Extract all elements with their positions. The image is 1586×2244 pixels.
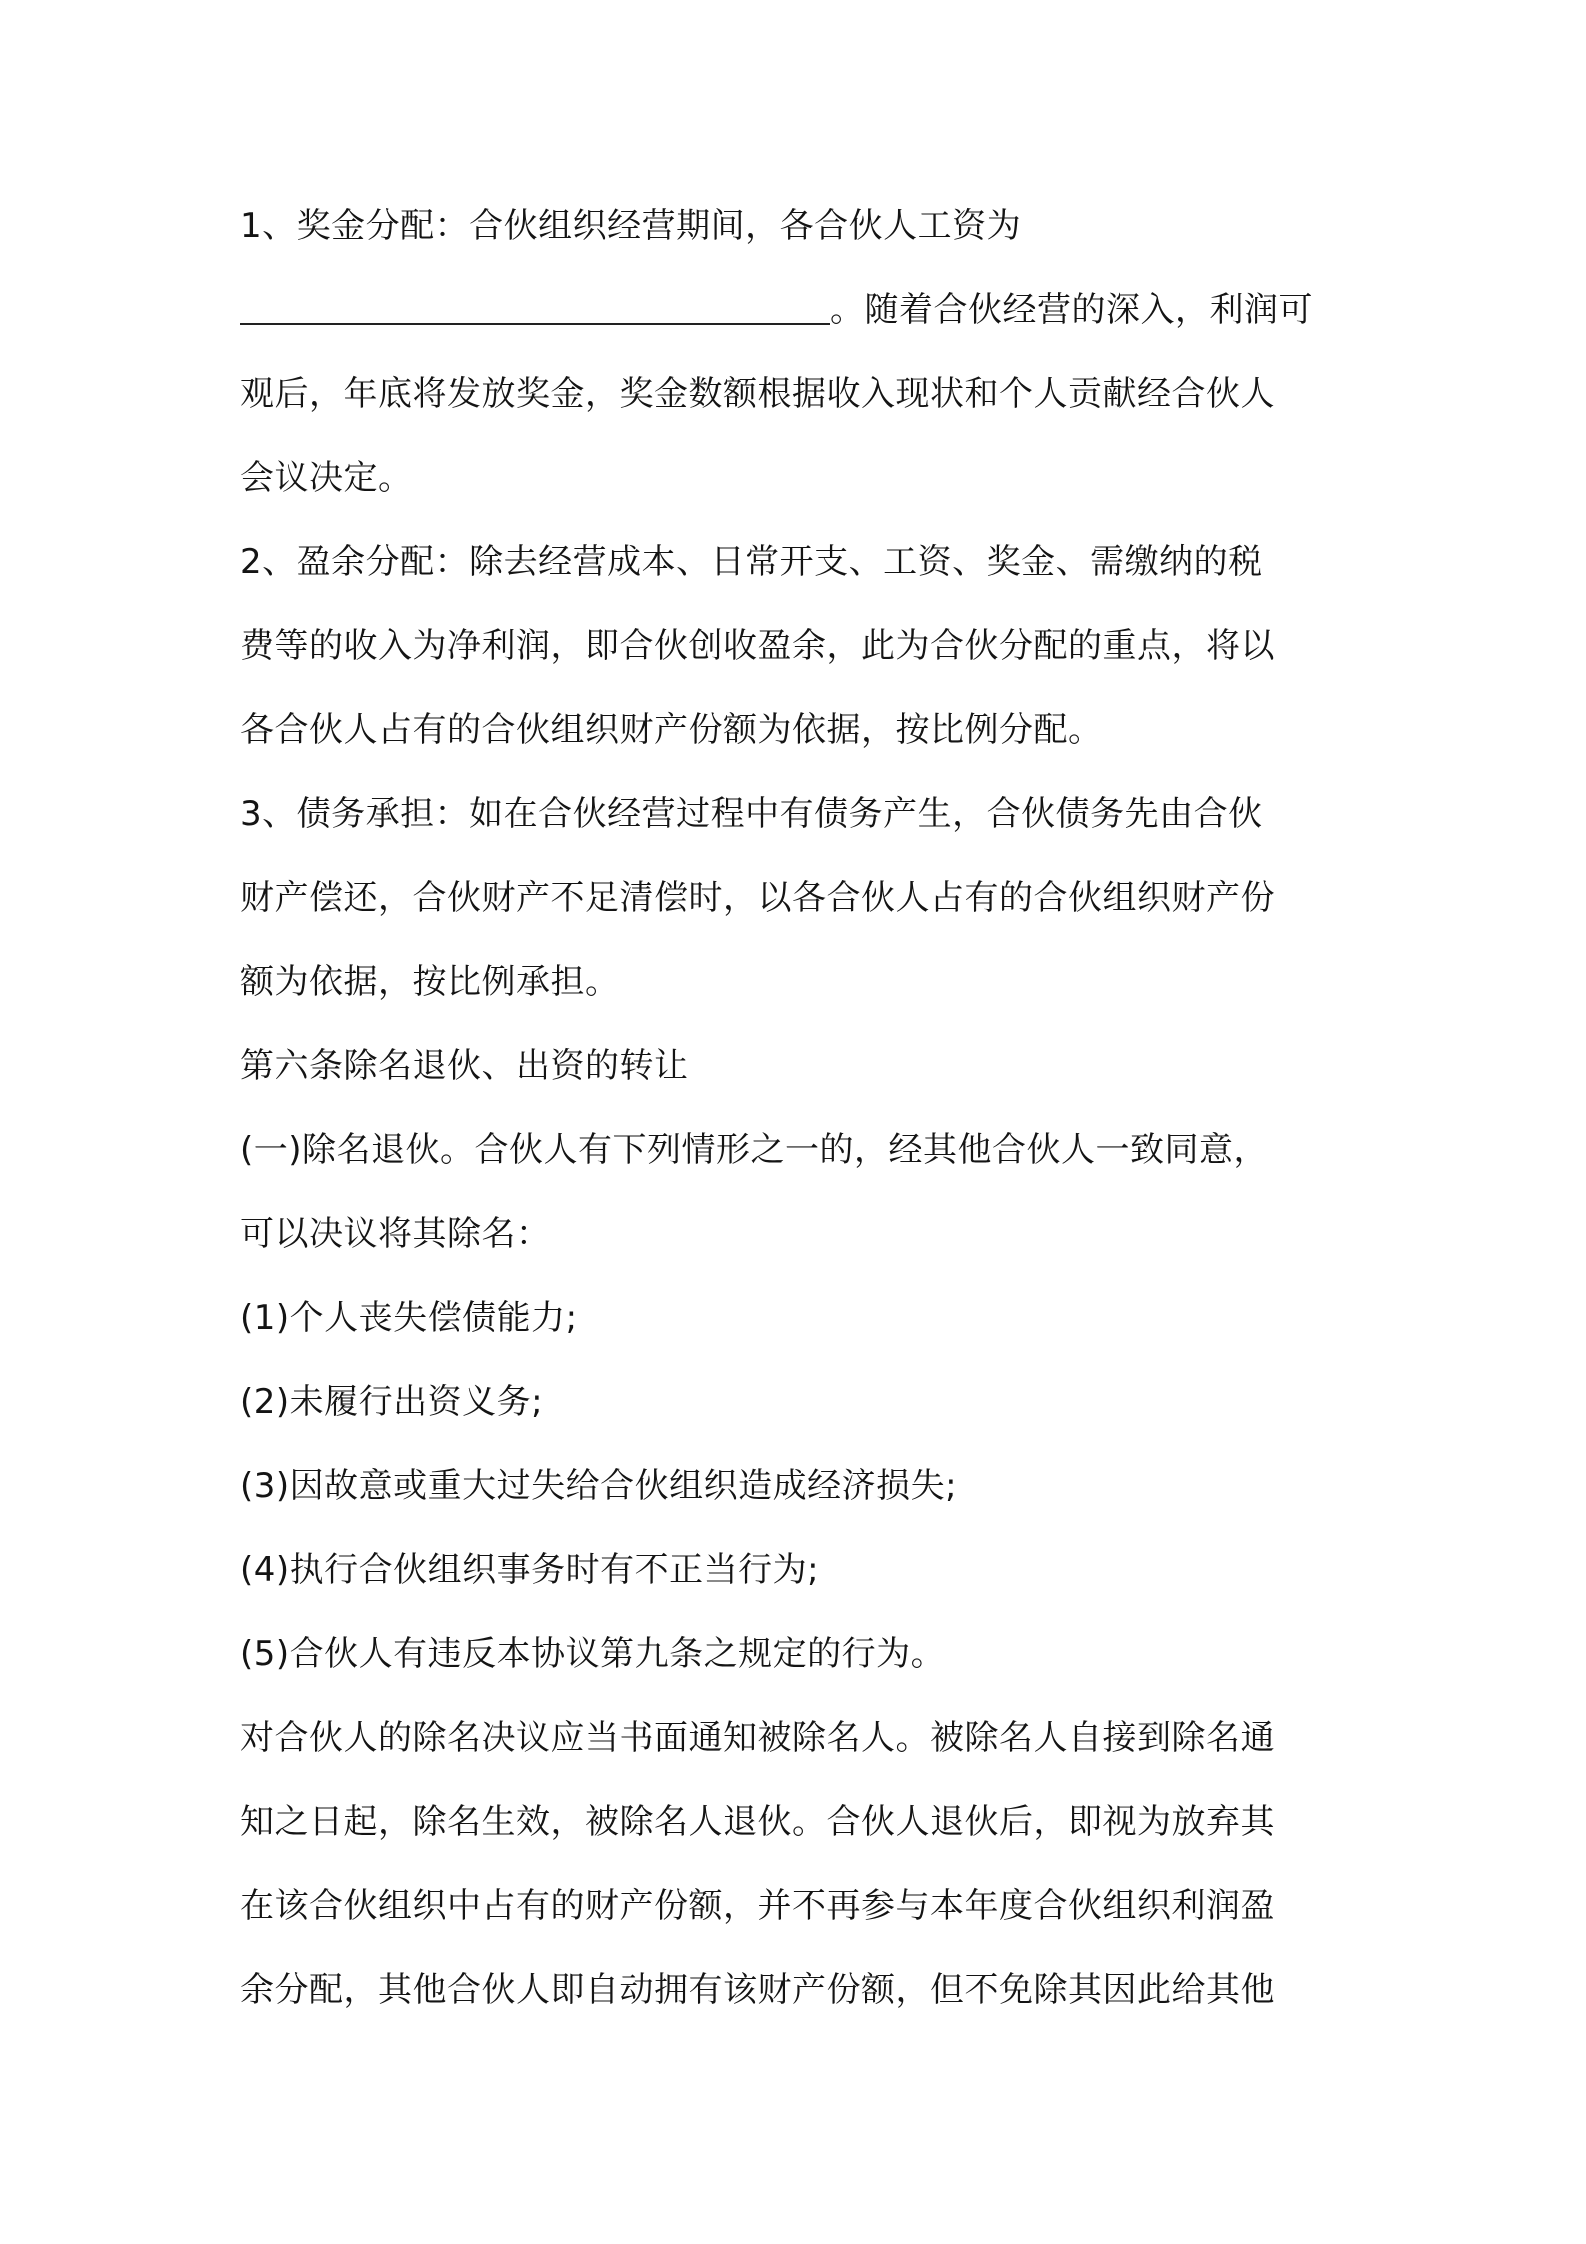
text-line: 会议决定。 (240, 458, 413, 498)
list-item: (2)未履行出资义务; (240, 1382, 544, 1422)
text-line: 观后，年底将发放奖金，奖金数额根据收入现状和个人贡献经合伙人 (240, 374, 1275, 414)
list-item: (4)执行合伙组织事务时有不正当行为; (240, 1550, 820, 1590)
section-heading: 第六条除名退伙、出资的转让 (240, 1046, 689, 1086)
text-line: 余分配，其他合伙人即自动拥有该财产份额，但不免除其因此给其他 (240, 1970, 1275, 2010)
text-line: 对合伙人的除名决议应当书面通知被除名人。被除名人自接到除名通 (240, 1718, 1275, 1758)
text-line: 费等的收入为净利润，即合伙创收盈余，此为合伙分配的重点，将以 (240, 626, 1275, 666)
list-item: (3)因故意或重大过失给合伙组织造成经济损失; (240, 1466, 958, 1506)
text-line: 知之日起，除名生效，被除名人退伙。合伙人退伙后，即视为放弃其 (240, 1802, 1275, 1842)
list-item: (1)个人丧失偿债能力; (240, 1298, 578, 1338)
text-line: 2、盈余分配：除去经营成本、日常开支、工资、奖金、需缴纳的税 (240, 542, 1263, 582)
text-line: (一)除名退伙。合伙人有下列情形之一的，经其他合伙人一致同意， (240, 1130, 1269, 1170)
text-line-with-blank (240, 280, 1360, 340)
text-line: 1、奖金分配：合伙组织经营期间，各合伙人工资为 (240, 206, 1022, 246)
list-item: (5)合伙人有违反本协议第九条之规定的行为。 (240, 1634, 946, 1674)
text-line: 在该合伙组织中占有的财产份额，并不再参与本年度合伙组织利润盈 (240, 1886, 1275, 1926)
text-line: 可以决议将其除名： (240, 1214, 551, 1254)
text-segment: 。随着合伙经营的深入，利润可 (830, 290, 1313, 330)
text-line: 各合伙人占有的合伙组织财产份额为依据，按比例分配。 (240, 710, 1103, 750)
text-line: 3、债务承担：如在合伙经营过程中有债务产生，合伙债务先由合伙 (240, 794, 1263, 834)
text-line: 额为依据，按比例承担。 (240, 962, 620, 1002)
text-line: 财产偿还，合伙财产不足清偿时，以各合伙人占有的合伙组织财产份 (240, 878, 1275, 918)
fill-in-blank (240, 283, 830, 325)
